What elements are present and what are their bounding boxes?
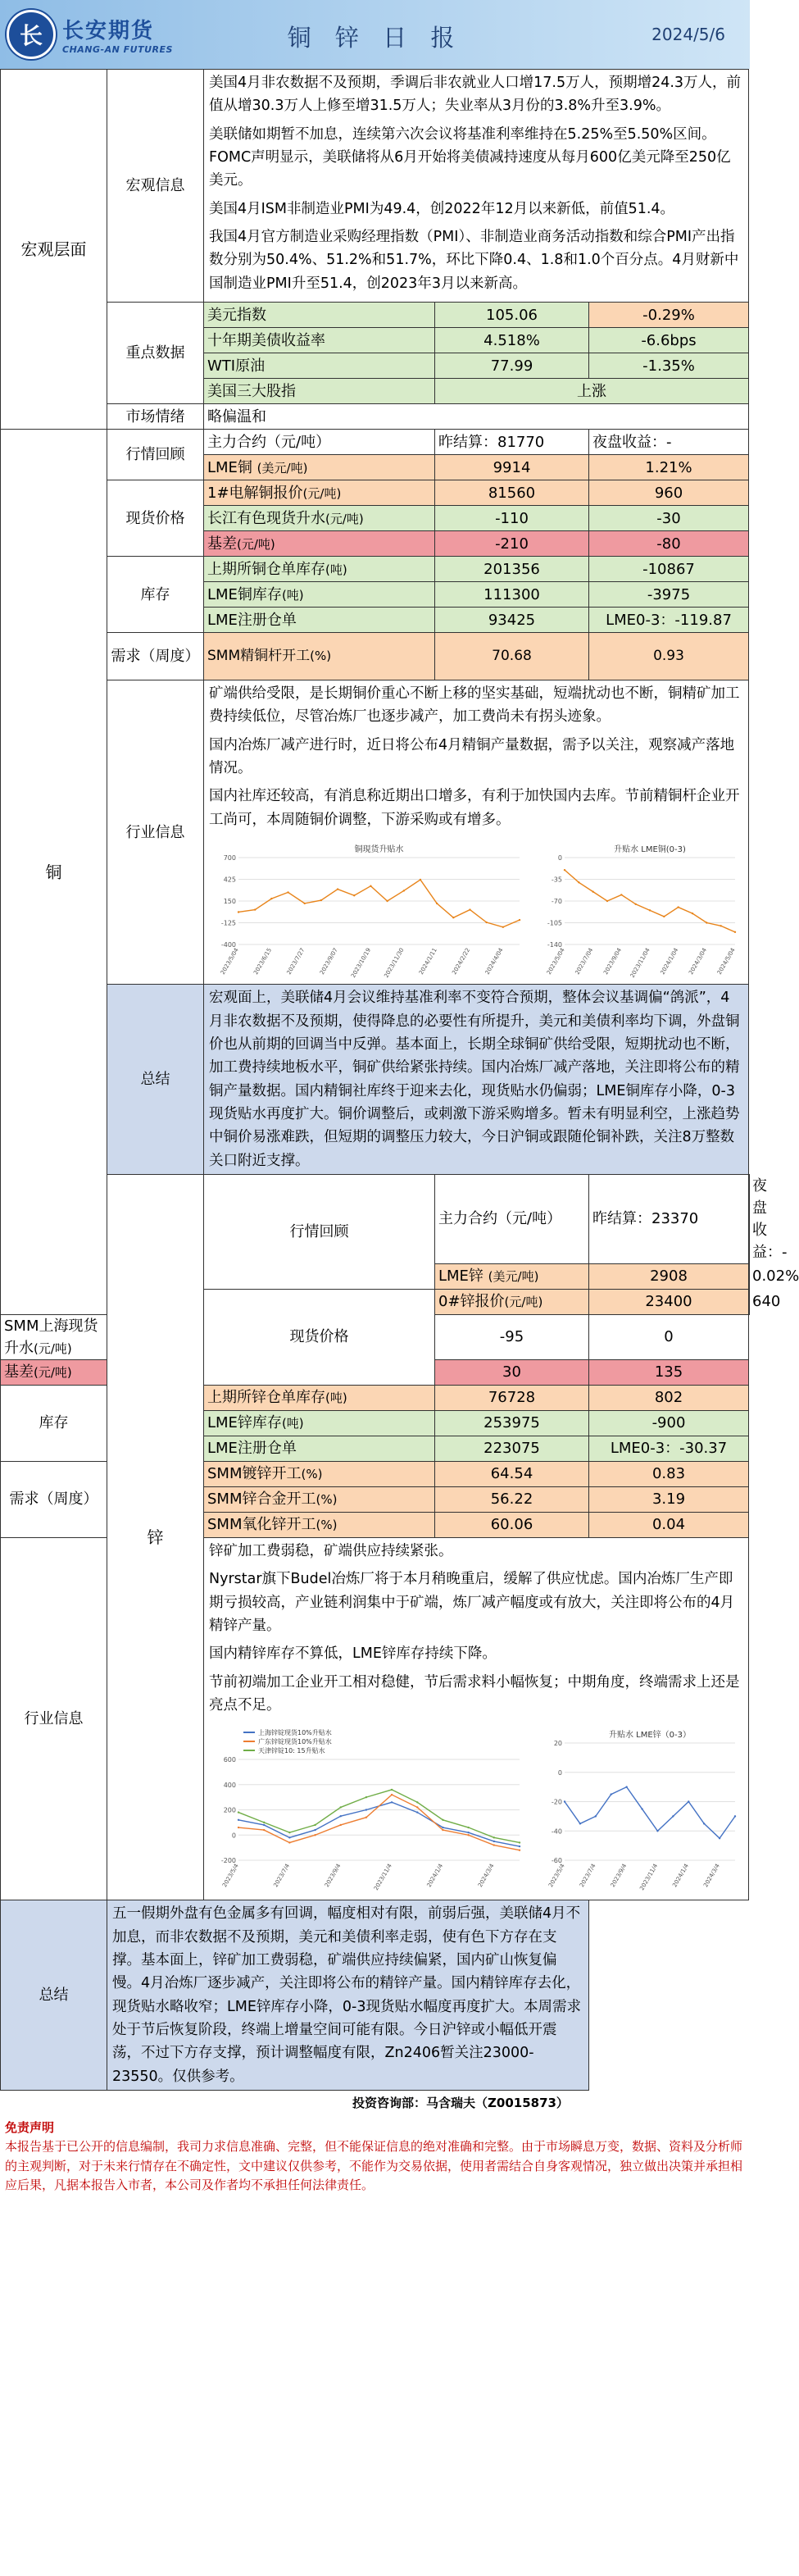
copper-stock-name — [204, 557, 435, 582]
data-point — [238, 911, 239, 913]
data-point — [519, 1850, 520, 1851]
data-point — [314, 1824, 316, 1826]
copper-spot-name — [204, 506, 435, 531]
zinc-spot-change: 0 — [589, 1314, 749, 1359]
copper-demand-name — [204, 633, 435, 680]
data-point — [386, 900, 388, 902]
zinc-demand-change: 3.19 — [589, 1486, 749, 1512]
disclaimer-title: 免责声明 — [5, 2120, 55, 2136]
data-point — [288, 1836, 290, 1838]
copper-lme-label: LME铜 — [207, 458, 252, 476]
data-point — [238, 1819, 239, 1821]
x-tick-label: 2024/5/04 — [715, 947, 737, 976]
logo-cn: 长安期货 — [62, 19, 155, 43]
chart-title: 升贴水 LME铜(0-3) — [614, 845, 686, 855]
key-row-value: 105.06 — [435, 303, 589, 328]
zinc-lme-spread-chart — [537, 1727, 742, 1895]
copper-spot-value: 81560 — [435, 480, 589, 506]
report-title: 铜 锌 日 报 — [287, 24, 463, 52]
macro-key-label: 重点数据 — [107, 303, 204, 404]
macro-info-paragraph: 美国4月非农数据不及预期，季调后非农就业人口增17.5万人，预期增24.3万人，前值从增30.3万人上修至增31.5万人；失业率从3月份的3.8%升至3.9%。 — [209, 75, 742, 115]
zinc-demand-label: 需求（周度） — [1, 1461, 107, 1537]
data-point — [337, 889, 338, 890]
copper-stock-unit: (吨) — [281, 587, 304, 603]
copper-demand-unit: (%) — [310, 648, 332, 663]
data-point — [592, 891, 593, 893]
copper-demand-label-text: SMM精铜杆开工 — [207, 647, 311, 664]
x-tick-label: 2023/5/04 — [219, 947, 240, 976]
logo-mark: 长 — [7, 10, 56, 59]
zinc-spot-value: 23400 — [589, 1289, 749, 1314]
key-row-value: 4.518% — [435, 328, 589, 353]
data-point — [314, 1829, 316, 1831]
data-point — [611, 1794, 612, 1795]
data-point — [519, 919, 520, 921]
data-point — [254, 909, 256, 911]
zinc-stock-change: -900 — [589, 1410, 749, 1436]
data-point — [706, 922, 707, 923]
report-table — [0, 69, 799, 2091]
zinc-industry-text — [204, 1537, 749, 1900]
data-point — [620, 894, 622, 895]
data-point — [287, 891, 288, 893]
copper-stock-label-text: 上期所铜仓单库存 — [207, 560, 325, 578]
data-point — [656, 1830, 658, 1832]
copper-charts — [209, 836, 743, 982]
data-point — [270, 898, 272, 899]
key-row-name: 美国三大股指 — [204, 379, 435, 404]
data-point — [263, 1822, 265, 1823]
x-tick-label: 2024/1/11 — [417, 947, 438, 976]
copper-spot-name — [204, 531, 435, 557]
macro-info-paragraph: 我国4月官方制造业采购经理指数（PMI）、非制造业商务活动指数和综合PMI产出指数分别为50.4%、51.2%和51.7%，环比下降0.4、1.8和1.0个百分点。4月财新中国制造业PMI升至51.4，创2023年3月以来新高。 — [209, 229, 739, 292]
y-tick-label: 20 — [553, 1740, 562, 1748]
zinc-spot-label-text: 基差 — [4, 1363, 34, 1381]
zinc-demand-value: 64.54 — [435, 1461, 589, 1486]
data-point — [416, 1801, 418, 1803]
data-point — [606, 900, 608, 902]
y-tick-label: 150 — [223, 898, 236, 906]
data-point — [634, 903, 636, 905]
zinc-industry-label: 行业信息 — [1, 1537, 107, 1900]
y-tick-label: 425 — [223, 876, 236, 884]
zinc-summary-text: 五一假期外盘有色金属多有回调，幅度相对有限，前弱后强，美联储4月不加息，而非农数据不及预期，美元和美债利率走弱，使有色下方存在支撑。基本面上，锌矿加工费弱稳，矿端供应持续偏紧，国内矿山恢复偏慢。4月冶炼厂逐步减产，关注即将公布的精锌产量。国内精锌库存去化，现货贴水略收窄；LME锌库存小降，0-3现货贴水幅度再度扩大。本周需求处于节后恢复阶段，终端上增量空间可能有限。今日沪锌或小幅低开震荡，不过下方存支撑，预计调整幅度有限，Zn2406暂关注23000-23550。仅供参考。 — [107, 1900, 589, 2091]
copper-spot-premium-chart — [211, 841, 526, 979]
data-point — [493, 1841, 495, 1842]
chart-title: 升贴水 LME锌（0-3） — [608, 1731, 692, 1741]
copper-spot-unit: (元/吨) — [302, 485, 342, 501]
x-tick-label: 2024/2/22 — [451, 947, 472, 976]
copper-demand-value: 70.68 — [435, 633, 589, 680]
data-point — [365, 1796, 367, 1798]
zinc-lme-name — [435, 1263, 589, 1289]
footer-contact: 投资咨询部：马含瑞夫（Z0015873） — [352, 2096, 569, 2111]
copper-spot-unit: (元/吨) — [325, 511, 364, 526]
data-point — [353, 894, 355, 896]
zinc-spot-label-text: SMM上海现货升水 — [4, 1317, 98, 1357]
zinc-stock-label-text: 上期所锌仓单库存 — [207, 1389, 325, 1407]
data-point — [442, 1819, 443, 1821]
data-point — [677, 907, 679, 908]
key-row-change: 上涨 — [435, 379, 749, 404]
macro-info-text — [204, 70, 749, 303]
copper-stock-value: 201356 — [435, 557, 589, 582]
key-row-name: 美元指数 — [204, 303, 435, 328]
zinc-demand-label-text: SMM锌合金开工 — [207, 1491, 316, 1509]
x-tick-label: 2023/11/4 — [372, 1863, 393, 1892]
data-point — [519, 1842, 520, 1844]
x-tick-label: 2023/7/4 — [272, 1863, 292, 1889]
y-tick-label: -400 — [220, 941, 236, 949]
copper-stock-change: -3975 — [589, 582, 749, 608]
zinc-stock-label-text: LME锌库存 — [207, 1414, 282, 1432]
zinc-demand-label-text: SMM氧化锌开工 — [207, 1516, 316, 1534]
x-tick-label: 2023/9/04 — [602, 947, 624, 976]
data-point — [340, 1807, 342, 1809]
zinc-demand-value: 60.06 — [435, 1512, 589, 1537]
x-tick-label: 2024/3/4 — [702, 1863, 721, 1889]
zinc-demand-name — [204, 1512, 435, 1537]
copper-spot-name — [204, 480, 435, 506]
copper-demand-label: 需求（周度） — [107, 633, 204, 680]
copper-stock-label-text: LME铜库存 — [207, 585, 282, 603]
data-point — [238, 1812, 239, 1814]
data-point — [625, 1786, 627, 1788]
x-tick-label: 2023/9/07 — [318, 947, 339, 976]
x-tick-label: 2023/10/19 — [350, 947, 373, 980]
data-point — [420, 879, 421, 881]
data-point — [493, 1836, 495, 1838]
macro-sentiment-value: 略偏温和 — [204, 404, 749, 430]
legend-entry: 上海锌锭现货10%升贴水 — [258, 1729, 332, 1737]
copper-stock-label: 库存 — [107, 557, 204, 633]
zinc-night: 夜盘收益：- — [749, 1174, 750, 1263]
data-point — [688, 1801, 689, 1803]
x-tick-label: 2023/9/4 — [323, 1863, 343, 1889]
data-point — [365, 1809, 367, 1811]
data-point — [442, 1827, 443, 1828]
zinc-demand-value: 56.22 — [435, 1486, 589, 1512]
copper-category: 铜 — [1, 430, 107, 1315]
zinc-spot-unit: (元/吨) — [34, 1365, 72, 1381]
copper-stock-change: LME0-3：-119.87 — [589, 608, 749, 633]
data-point — [469, 909, 470, 911]
copper-stock-name — [204, 582, 435, 608]
copper-night: 夜盘收益：- — [589, 430, 749, 455]
copper-review-label: 行情回顾 — [107, 430, 204, 480]
zinc-demand-name — [204, 1461, 435, 1486]
copper-spot-label-text: 基差 — [207, 535, 237, 553]
data-point — [263, 1829, 265, 1831]
zinc-summary-label: 总结 — [1, 1900, 107, 2091]
zinc-stock-value: 253975 — [435, 1410, 589, 1436]
data-point — [416, 1812, 418, 1814]
zinc-demand-unit: (%) — [316, 1492, 338, 1508]
data-point — [578, 881, 579, 883]
copper-industry-paragraph: 国内冶炼厂减产进行时，近日将公布4月精铜产量数据，需予以关注，观察减产落地情况。 — [209, 736, 735, 777]
y-tick-label: -200 — [220, 1857, 236, 1865]
zinc-lme-label: LME锌 — [438, 1268, 483, 1286]
copper-industry-paragraph: 国内社库还较高，有消息称近期出口增多，有利于加快国内去库。节前精铜杆企业开工尚可，本周随铜价调整，下游采购或有增多。 — [209, 788, 740, 828]
data-point — [663, 916, 665, 917]
zinc-spot-label: 现货价格 — [204, 1289, 435, 1385]
copper-spot-value: -110 — [435, 506, 589, 531]
report-header — [0, 0, 750, 69]
x-tick-label: 2024/1/04 — [659, 947, 680, 976]
chart-title: 铜現货升贴水 — [354, 845, 404, 855]
zinc-stock-unit: (吨) — [325, 1390, 347, 1406]
copper-spot-label-text: 1#电解铜报价 — [207, 484, 303, 502]
x-tick-label: 2023/7/04 — [574, 947, 595, 976]
data-point — [485, 922, 487, 923]
logo-en: CHANG-AN FUTURES — [62, 44, 173, 55]
data-point — [416, 1807, 418, 1809]
y-tick-label: 0 — [557, 1769, 562, 1777]
x-tick-label: 2023/6/15 — [252, 947, 274, 976]
x-tick-label: 2024/4/04 — [483, 947, 505, 976]
zinc-demand-change: 0.83 — [589, 1461, 749, 1486]
macro-info-paragraph: 美国4月ISM非制造业PMI为49.4，创2022年12月以来新低，前值51.4。 — [209, 200, 675, 217]
y-tick-label: 400 — [223, 1782, 236, 1790]
data-point — [672, 1815, 674, 1817]
disclaimer — [0, 2115, 750, 2198]
data-point — [703, 1823, 705, 1824]
y-tick-label: -60 — [551, 1857, 562, 1865]
zinc-spot-value: 30 — [435, 1359, 589, 1385]
y-tick-label: 0 — [231, 1832, 236, 1840]
key-row-name: WTI原油 — [204, 353, 435, 379]
zinc-stock-label: 库存 — [1, 1385, 107, 1461]
copper-stock-label-text: LME注册仓单 — [207, 611, 297, 629]
data-point — [564, 1801, 565, 1803]
data-point — [314, 1834, 316, 1836]
key-row-name: 十年期美债收益率 — [204, 328, 435, 353]
zinc-demand-unit: (%) — [301, 1467, 323, 1482]
copper-lme-change: 1.21% — [589, 455, 749, 480]
y-tick-label: 600 — [223, 1756, 236, 1764]
copper-spot-change: -30 — [589, 506, 749, 531]
data-point — [649, 909, 651, 911]
x-tick-label: 2023/11/04 — [629, 947, 651, 980]
data-point — [442, 1829, 443, 1831]
key-row-change: -0.29% — [589, 303, 749, 328]
legend-entry: 天津锌锭10: 15升贴水 — [258, 1747, 325, 1755]
zinc-stock-unit: (吨) — [281, 1416, 304, 1431]
macro-sentiment-label: 市场情绪 — [107, 404, 204, 430]
zinc-stock-name — [204, 1436, 435, 1461]
copper-lme-value: 9914 — [435, 455, 589, 480]
x-tick-label: 2024/1/4 — [671, 1863, 691, 1889]
data-point — [391, 1801, 393, 1803]
copper-lme-unit: (美元/吨) — [256, 460, 308, 476]
data-point — [692, 913, 693, 914]
chart-background — [211, 841, 526, 979]
copper-spot-change: 960 — [589, 480, 749, 506]
data-point — [403, 890, 405, 891]
zinc-stock-change: LME0-3：-30.37 — [589, 1436, 749, 1461]
zinc-industry-paragraph: 锌矿加工费弱稳，矿端供应持续紧张。 — [209, 1542, 453, 1559]
zinc-spot-unit: (元/吨) — [504, 1295, 543, 1310]
data-point — [579, 1823, 581, 1824]
key-row-change: -1.35% — [589, 353, 749, 379]
x-tick-label: 2024/3/04 — [688, 947, 709, 976]
x-tick-label: 2024/1/4 — [425, 1863, 445, 1889]
data-point — [564, 869, 565, 871]
data-point — [436, 903, 438, 904]
x-tick-label: 2023/11/4 — [638, 1863, 660, 1892]
copper-industry-text — [204, 680, 749, 985]
copper-demand-change: 0.93 — [589, 633, 749, 680]
zinc-industry-paragraph: 国内精锌库存不算低，LME锌库存持续下降。 — [209, 1645, 497, 1663]
copper-spot-label-text: 长江有色现货升水 — [207, 509, 325, 527]
y-tick-label: -105 — [547, 919, 562, 927]
copper-industry-paragraph: 矿端供给受限，是长期铜价重心不断上移的坚实基础，短端扰动也不断，铜精矿加工费持续低位，尽管冶炼厂也逐步减产，加工费尚未有拐头迹象。 — [209, 685, 740, 726]
data-point — [502, 926, 504, 928]
data-point — [719, 1837, 720, 1839]
data-point — [340, 1824, 342, 1826]
copper-industry-label: 行业信息 — [107, 680, 204, 985]
data-point — [641, 1809, 642, 1810]
y-tick-label: -125 — [220, 919, 236, 927]
data-point — [519, 1846, 520, 1847]
zinc-lme-unit: (美元/吨) — [488, 1269, 539, 1285]
zinc-settle: 昨结算：23370 — [589, 1174, 749, 1263]
data-point — [365, 1817, 367, 1818]
zinc-spot-change: 135 — [589, 1359, 749, 1385]
copper-spot-unit: (元/吨) — [237, 536, 275, 552]
copper-stock-unit: (吨) — [325, 562, 347, 577]
copper-stock-change: -10867 — [589, 557, 749, 582]
zinc-spot-value: -95 — [435, 1314, 589, 1359]
y-tick-label: -140 — [547, 941, 562, 949]
zinc-spot-name — [435, 1289, 589, 1314]
zinc-lme-value: 2908 — [589, 1263, 749, 1289]
data-point — [238, 1827, 239, 1828]
data-point — [304, 903, 306, 904]
data-point — [467, 1832, 469, 1833]
data-point — [734, 1815, 736, 1817]
zinc-stock-value: 76728 — [435, 1385, 589, 1410]
copper-spot-value: -210 — [435, 531, 589, 557]
x-tick-label: 2023/11/30 — [383, 947, 406, 980]
x-tick-label: 2023/5/4 — [221, 1863, 240, 1889]
x-tick-label: 2023/9/4 — [609, 1863, 629, 1889]
x-tick-label: 2023/5/4 — [547, 1863, 566, 1889]
data-point — [370, 885, 371, 887]
zinc-main-contract: 主力合约（元/吨） — [435, 1174, 589, 1263]
zinc-spot-label-text: 0#锌报价 — [438, 1293, 505, 1311]
data-point — [288, 1832, 290, 1833]
copper-stock-value: 93425 — [435, 608, 589, 633]
copper-stock-value: 111300 — [435, 582, 589, 608]
data-point — [720, 925, 721, 926]
zinc-demand-name — [204, 1486, 435, 1512]
zinc-stock-label-text: LME注册仓单 — [207, 1440, 297, 1458]
zinc-spot-name — [1, 1359, 107, 1385]
copper-spot-label: 现货价格 — [107, 480, 204, 557]
zinc-spot-name — [1, 1314, 107, 1359]
y-tick-label: 700 — [223, 854, 236, 862]
y-tick-label: 200 — [223, 1806, 236, 1814]
x-tick-label: 2023/7/4 — [578, 1863, 597, 1889]
zinc-spot-change: 640 — [749, 1289, 750, 1314]
macro-category: 宏观层面 — [1, 70, 107, 430]
data-point — [467, 1834, 469, 1836]
zinc-industry-paragraph: Nyrstar旗下Budel冶炼厂将于本月稍晚重启，缓解了供应忧虑。国内冶炼厂生产即期亏损较高，产业链利润集中于矿端，炼厂减产幅度或有放大，关注即将公布的4月精锌产量。 — [209, 1571, 735, 1634]
macro-info-paragraph: 美联储如期暂不加息，连续第六次会议将基准利率维持在5.25%至5.50%区间。FOMC声明显示，美联储将从6月开始将美债减持速度从每月600亿美元降至250亿美元。 — [209, 125, 731, 189]
key-row-value: 77.99 — [435, 353, 589, 379]
copper-stock-name — [204, 608, 435, 633]
data-point — [263, 1824, 265, 1826]
data-point — [391, 1794, 393, 1795]
key-row-change: -6.6bps — [589, 328, 749, 353]
report-date: 2024/5/6 — [651, 25, 725, 44]
data-point — [340, 1815, 342, 1817]
y-tick-label: -70 — [551, 898, 562, 906]
zinc-spot-premium-chart — [211, 1727, 526, 1895]
zinc-stock-value: 223075 — [435, 1436, 589, 1461]
copper-main-contract: 主力合约（元/吨） — [204, 430, 435, 455]
copper-lme-name — [204, 455, 435, 480]
x-tick-label: 2023/5/04 — [545, 947, 566, 976]
zinc-demand-change: 0.04 — [589, 1512, 749, 1537]
x-tick-label: 2024/3/4 — [476, 1863, 496, 1889]
y-tick-label: -35 — [551, 876, 562, 884]
legend-entry: 广东锌锭现货10%升贴水 — [258, 1738, 332, 1746]
zinc-lme-change: 0.02% — [749, 1263, 750, 1289]
data-point — [467, 1827, 469, 1828]
zinc-demand-label-text: SMM镀锌开工 — [207, 1465, 302, 1483]
zinc-stock-change: 802 — [589, 1385, 749, 1410]
data-point — [320, 899, 322, 901]
y-tick-label: -40 — [551, 1827, 562, 1836]
macro-info-label: 宏观信息 — [107, 70, 204, 303]
zinc-industry-paragraph: 节前初端加工企业开工相对稳健，节后需求料小幅恢复；中期角度，终端需求上还是亮点不足。 — [209, 1673, 740, 1714]
copper-spot-change: -80 — [589, 531, 749, 557]
zinc-stock-name — [204, 1385, 435, 1410]
copper-summary-label: 总结 — [107, 985, 204, 1175]
data-point — [493, 1845, 495, 1846]
x-tick-label: 2023/7/27 — [285, 947, 306, 976]
data-point — [595, 1815, 597, 1817]
zinc-demand-unit: (%) — [316, 1518, 338, 1533]
zinc-stock-name — [204, 1410, 435, 1436]
copper-lme-spread-chart — [537, 841, 742, 979]
zinc-spot-unit: (元/吨) — [34, 1340, 72, 1356]
disclaimer-text: 本报告基于已公开的信息编制，我司力求信息准确、完整，但不能保证信息的绝对准确和完整。由于市场瞬息万变，数据、资料及分析师的主观判断，对于未来行情存在不确定性，文中建议仅供参考，不能作为交易依据，使用者需结合自身客观情况，独立做出决策并承担相应后果，凡据本报告入市者，本公司及作者均不承担任何法律责任。 — [5, 2139, 743, 2192]
y-tick-label: 0 — [557, 854, 562, 862]
zinc-charts — [209, 1722, 743, 1898]
copper-settle: 昨结算：81770 — [435, 430, 589, 455]
data-point — [734, 931, 736, 933]
data-point — [288, 1842, 290, 1844]
zinc-category: 锌 — [107, 1174, 204, 1900]
zinc-review-label: 行情回顾 — [204, 1174, 435, 1289]
data-point — [452, 917, 454, 918]
data-point — [391, 1789, 393, 1791]
y-tick-label: -20 — [551, 1798, 562, 1806]
copper-summary-text: 宏观面上，美联储4月会议维持基准利率不变符合预期，整体会议基调偏“鸽派”，4月非农数据不及预期，使得降息的必要性有所提升，美元和美债利率均下调，外盘铜价也从前期的回调当中反弹。基本面上，长期全球铜矿供给受限，短期扰动也不断，加工费持续地板水平，铜矿供给紧张持续。国内冶炼厂减产落地，关注即将公布的精铜产量数据。国内精铜社库终于迎来去化，现货贴水仍偏弱；LME铜库存小降，0-3现货贴水再度扩大。铜价调整后，或刺激下游采购增多。暂未有明显利空，上涨趋势中铜价易涨难跌，但短期的调整压力较大，今日沪铜或跟随伦铜补跌，关注8万整数关口附近支撑。 — [204, 985, 749, 1175]
